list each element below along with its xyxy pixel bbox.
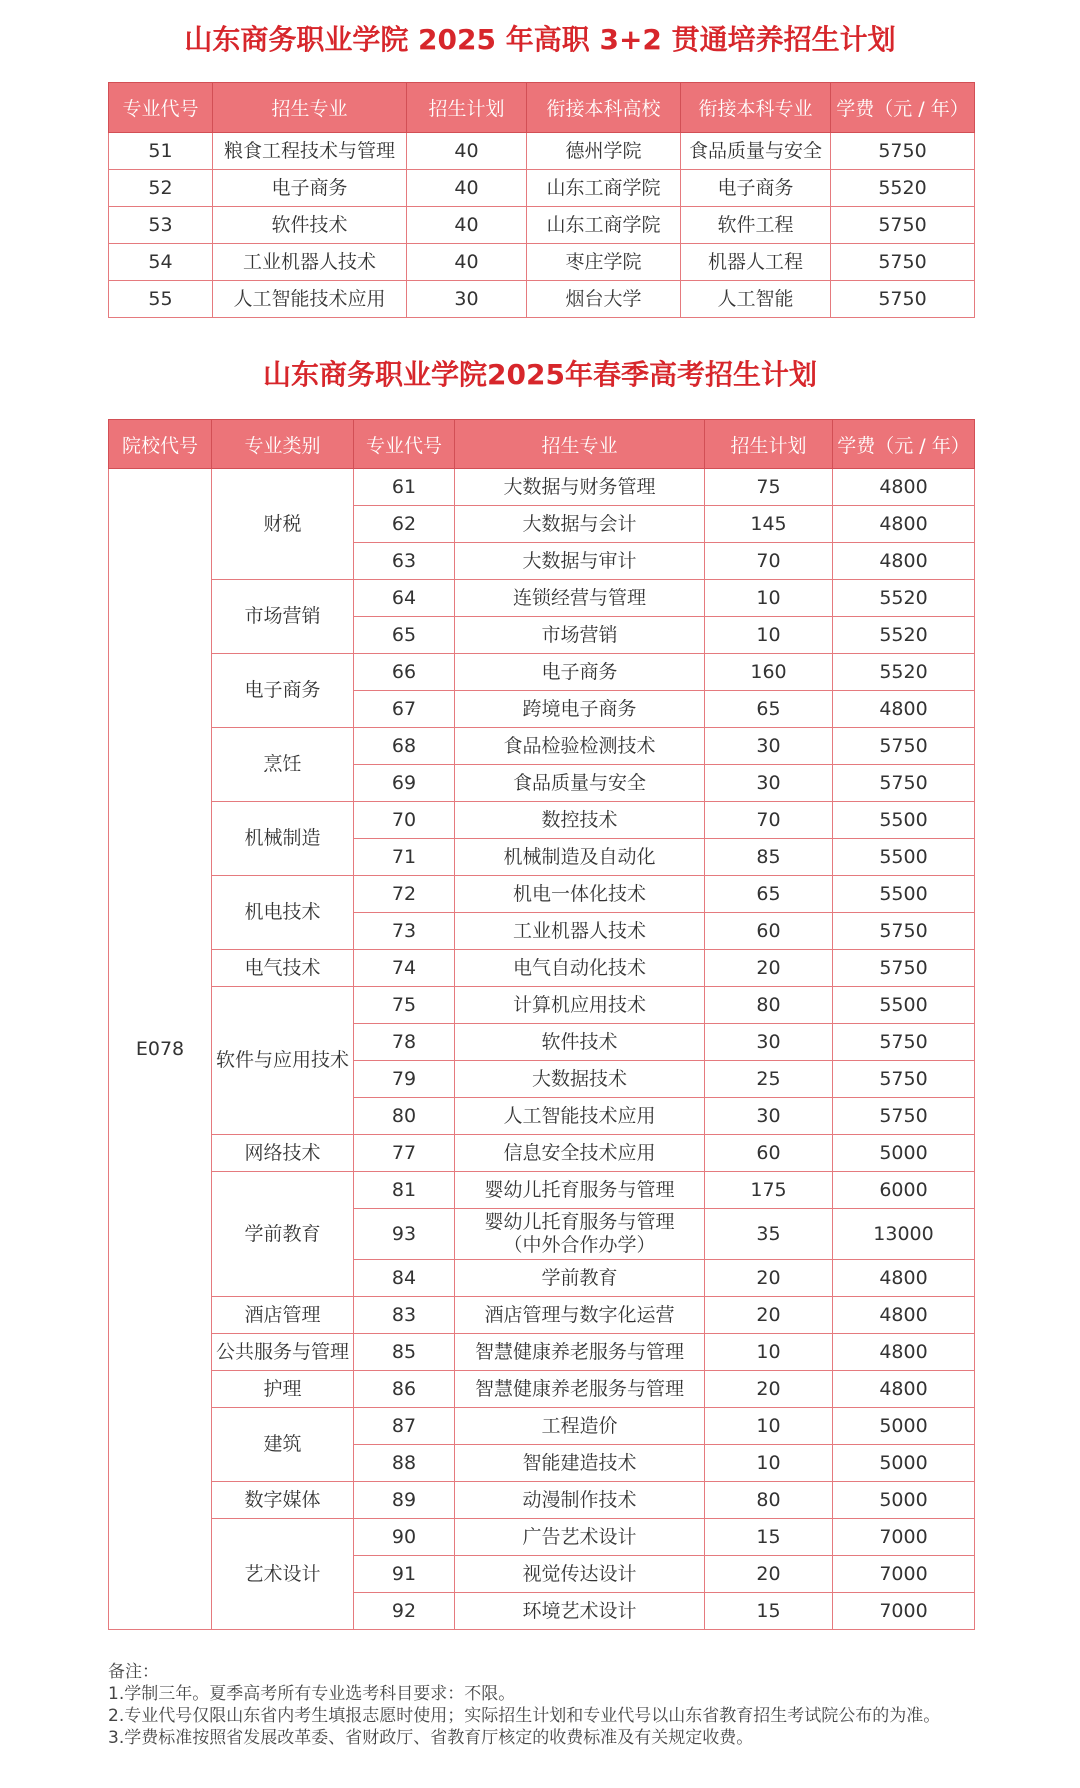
table2-cell: 70 — [705, 802, 833, 839]
table2-cell: 30 — [705, 728, 833, 765]
table1-cell: 粮食工程技术与管理 — [213, 133, 407, 170]
table2-cell: 30 — [705, 765, 833, 802]
table-row — [109, 133, 975, 170]
table-row — [109, 244, 975, 281]
table1-cell: 5750 — [831, 281, 975, 318]
table-row — [109, 1408, 975, 1445]
category-cell: 网络技术 — [212, 1135, 354, 1172]
table2-cell: 5500 — [833, 876, 975, 913]
table2-cell: 65 — [354, 617, 455, 654]
table2-cell: 30 — [705, 1098, 833, 1135]
table2-cell: 81 — [354, 1172, 455, 1209]
table-row — [109, 654, 975, 691]
table-row — [109, 580, 975, 617]
table1-cell: 软件技术 — [213, 207, 407, 244]
category-cell: 软件与应用技术 — [212, 987, 354, 1135]
category-cell: 财税 — [212, 469, 354, 580]
table2-cell: 70 — [705, 543, 833, 580]
table2-cell: 5500 — [833, 839, 975, 876]
table1-cell: 5750 — [831, 244, 975, 281]
table2-cell: 跨境电子商务 — [455, 691, 705, 728]
table2-cell: 20 — [705, 1371, 833, 1408]
table2-cell: 74 — [354, 950, 455, 987]
table1-cell: 5520 — [831, 170, 975, 207]
table1-cell: 40 — [407, 170, 527, 207]
table1-cell: 5750 — [831, 133, 975, 170]
table2-cell: 市场营销 — [455, 617, 705, 654]
table2-cell: 64 — [354, 580, 455, 617]
table2-cell: 65 — [705, 691, 833, 728]
table1-cell: 52 — [109, 170, 213, 207]
table1-cell: 40 — [407, 133, 527, 170]
table2-cell: 4800 — [833, 469, 975, 506]
table2-cell: 84 — [354, 1260, 455, 1297]
table2-cell: 数控技术 — [455, 802, 705, 839]
table2 — [108, 419, 975, 1630]
table2-cell: 5500 — [833, 802, 975, 839]
table-row — [109, 950, 975, 987]
table-row — [109, 1482, 975, 1519]
table2-cell: 动漫制作技术 — [455, 1482, 705, 1519]
table2-cell: 酒店管理与数字化运营 — [455, 1297, 705, 1334]
table2-cell: 70 — [354, 802, 455, 839]
table2-cell: 5750 — [833, 728, 975, 765]
table1-header-cell: 招生专业 — [213, 83, 407, 133]
table2-cell: 20 — [705, 1260, 833, 1297]
table2-cell: 72 — [354, 876, 455, 913]
table-row — [109, 1135, 975, 1172]
table2-cell: 机械制造及自动化 — [455, 839, 705, 876]
table2-header-cell: 学费（元 / 年） — [833, 420, 975, 469]
table2-cell: 10 — [705, 1445, 833, 1482]
table-row — [109, 170, 975, 207]
table2-cell: 大数据与财务管理 — [455, 469, 705, 506]
table2-cell: 4800 — [833, 543, 975, 580]
table1-cell: 人工智能技术应用 — [213, 281, 407, 318]
table2-cell: 广告艺术设计 — [455, 1519, 705, 1556]
table2-header-cell: 院校代号 — [109, 420, 212, 469]
table1-header-cell: 衔接本科高校 — [527, 83, 681, 133]
table1-cell: 5750 — [831, 207, 975, 244]
table2-cell: 91 — [354, 1556, 455, 1593]
table2-cell: 92 — [354, 1593, 455, 1630]
table2-cell: 87 — [354, 1408, 455, 1445]
table2-cell: 7000 — [833, 1556, 975, 1593]
table2-cell: 人工智能技术应用 — [455, 1098, 705, 1135]
table-row — [109, 1172, 975, 1209]
table2-cell: 73 — [354, 913, 455, 950]
table2-cell: 10 — [705, 580, 833, 617]
note-line-3: 3.学费标准按照省发展改革委、省财政厅、省教育厅核定的收费标准及有关规定收费。 — [108, 1728, 754, 1748]
table1-cell: 德州学院 — [527, 133, 681, 170]
table2-cell: 5750 — [833, 1098, 975, 1135]
category-cell: 烹饪 — [212, 728, 354, 802]
table2-cell: 60 — [705, 913, 833, 950]
table2-title: 山东商务职业学院2025年春季高考招生计划 — [263, 358, 817, 391]
table2-cell: 10 — [705, 1334, 833, 1371]
table2-cell: 计算机应用技术 — [455, 987, 705, 1024]
note-line-1: 1.学制三年。夏季高考所有专业选考科目要求：不限。 — [108, 1684, 516, 1704]
table-row — [109, 987, 975, 1024]
table1-cell: 软件工程 — [681, 207, 831, 244]
table1-cell: 电子商务 — [681, 170, 831, 207]
table2-cell: 5750 — [833, 1024, 975, 1061]
table2-cell: 5750 — [833, 1061, 975, 1098]
table1-cell: 山东工商学院 — [527, 207, 681, 244]
table-row — [109, 1371, 975, 1408]
table1-cell: 40 — [407, 207, 527, 244]
category-cell: 电气技术 — [212, 950, 354, 987]
table2-cell: 连锁经营与管理 — [455, 580, 705, 617]
table2-cell: 75 — [705, 469, 833, 506]
table-row — [109, 1297, 975, 1334]
table2-cell: 13000 — [833, 1209, 975, 1260]
table2-cell: 6000 — [833, 1172, 975, 1209]
table-row — [109, 1334, 975, 1371]
table2-cell: 145 — [705, 506, 833, 543]
table2-cell: 63 — [354, 543, 455, 580]
table1-title: 山东商务职业学院 2025 年高职 3+2 贯通培养招生计划 — [184, 23, 896, 56]
table2-cell: 4800 — [833, 691, 975, 728]
table2-cell: 20 — [705, 1297, 833, 1334]
table2-cell: 4800 — [833, 1260, 975, 1297]
category-cell: 学前教育 — [212, 1172, 354, 1297]
table2-cell: 工程造价 — [455, 1408, 705, 1445]
table2-header-cell: 招生专业 — [455, 420, 705, 469]
school-code-cell: E078 — [109, 469, 212, 1630]
table2-cell: 4800 — [833, 1297, 975, 1334]
category-cell: 电子商务 — [212, 654, 354, 728]
table2-cell: 电子商务 — [455, 654, 705, 691]
table1-cell: 51 — [109, 133, 213, 170]
table2-cell: 食品检验检测技术 — [455, 728, 705, 765]
category-cell: 艺术设计 — [212, 1519, 354, 1630]
notes — [108, 1661, 988, 1749]
table2-cell: 大数据技术 — [455, 1061, 705, 1098]
table1-header-cell: 衔接本科专业 — [681, 83, 831, 133]
table1-cell: 烟台大学 — [527, 281, 681, 318]
table-row — [109, 281, 975, 318]
table2-cell: 5000 — [833, 1135, 975, 1172]
table1-cell: 54 — [109, 244, 213, 281]
table2-cell: 160 — [705, 654, 833, 691]
table2-cell: 15 — [705, 1593, 833, 1630]
table2-cell: 77 — [354, 1135, 455, 1172]
table2-cell: 80 — [705, 987, 833, 1024]
table2-cell: 5750 — [833, 913, 975, 950]
category-cell: 酒店管理 — [212, 1297, 354, 1334]
table2-cell: 学前教育 — [455, 1260, 705, 1297]
table2-cell: 10 — [705, 1408, 833, 1445]
table2-header-cell: 招生计划 — [705, 420, 833, 469]
table2-cell: 89 — [354, 1482, 455, 1519]
table2-cell: 婴幼儿托育服务与管理 — [455, 1172, 705, 1209]
table2-cell: 智慧健康养老服务与管理 — [455, 1334, 705, 1371]
table2-cell: 5520 — [833, 580, 975, 617]
table2-cell: 62 — [354, 506, 455, 543]
table2-cell: 7000 — [833, 1519, 975, 1556]
table2-cell: 88 — [354, 1445, 455, 1482]
table2-cell: 79 — [354, 1061, 455, 1098]
table2-cell: 智能建造技术 — [455, 1445, 705, 1482]
table2-cell: 4800 — [833, 1371, 975, 1408]
table1-cell: 山东工商学院 — [527, 170, 681, 207]
category-cell: 护理 — [212, 1371, 354, 1408]
table2-cell: 93 — [354, 1209, 455, 1260]
table2-cell: 5000 — [833, 1408, 975, 1445]
category-cell: 市场营销 — [212, 580, 354, 654]
table2-cell: 35 — [705, 1209, 833, 1260]
table2-cell: 61 — [354, 469, 455, 506]
table2-cell: 大数据与会计 — [455, 506, 705, 543]
table2-cell: 20 — [705, 1556, 833, 1593]
table1-cell: 枣庄学院 — [527, 244, 681, 281]
table2-cell: 85 — [354, 1334, 455, 1371]
table2-cell: 66 — [354, 654, 455, 691]
table1-cell: 食品质量与安全 — [681, 133, 831, 170]
table2-cell: 80 — [354, 1098, 455, 1135]
table2-cell: 75 — [354, 987, 455, 1024]
table2-cell: 食品质量与安全 — [455, 765, 705, 802]
table1-cell: 机器人工程 — [681, 244, 831, 281]
table2-cell: 环境艺术设计 — [455, 1593, 705, 1630]
table-row — [109, 207, 975, 244]
table1-cell: 53 — [109, 207, 213, 244]
table1-header-row — [109, 83, 975, 133]
table1-cell: 55 — [109, 281, 213, 318]
table2-cell: 5000 — [833, 1482, 975, 1519]
table1-cell: 人工智能 — [681, 281, 831, 318]
table2-cell: 电气自动化技术 — [455, 950, 705, 987]
category-cell: 机械制造 — [212, 802, 354, 876]
table-row — [109, 728, 975, 765]
category-cell: 公共服务与管理 — [212, 1334, 354, 1371]
table2-cell: 78 — [354, 1024, 455, 1061]
table2-cell: 65 — [705, 876, 833, 913]
notes-heading: 备注： — [108, 1662, 159, 1682]
table2-cell: 67 — [354, 691, 455, 728]
table2-cell: 5500 — [833, 987, 975, 1024]
table2-cell: 25 — [705, 1061, 833, 1098]
table2-cell: 20 — [705, 950, 833, 987]
table2-cell: 15 — [705, 1519, 833, 1556]
table2-cell: 婴幼儿托育服务与管理 （中外合作办学） — [455, 1209, 705, 1260]
table2-cell: 83 — [354, 1297, 455, 1334]
table2-cell: 4800 — [833, 1334, 975, 1371]
note-line-2: 2.专业代号仅限山东省内考生填报志愿时使用；实际招生计划和专业代号以山东省教育招生考试院公布的为准。 — [108, 1706, 941, 1726]
table1-header-cell: 招生计划 — [407, 83, 527, 133]
table2-cell: 5750 — [833, 950, 975, 987]
table1 — [108, 82, 975, 318]
table2-cell: 5520 — [833, 617, 975, 654]
category-cell: 数字媒体 — [212, 1482, 354, 1519]
table1-header-cell: 学费（元 / 年） — [831, 83, 975, 133]
table2-cell: 85 — [705, 839, 833, 876]
table2-cell: 60 — [705, 1135, 833, 1172]
table2-cell: 175 — [705, 1172, 833, 1209]
table1-cell: 电子商务 — [213, 170, 407, 207]
table2-cell: 80 — [705, 1482, 833, 1519]
table2-cell: 信息安全技术应用 — [455, 1135, 705, 1172]
table2-cell: 大数据与审计 — [455, 543, 705, 580]
table2-cell: 5520 — [833, 654, 975, 691]
table2-cell: 90 — [354, 1519, 455, 1556]
table1-cell: 40 — [407, 244, 527, 281]
table2-cell: 10 — [705, 617, 833, 654]
table2-cell: 软件技术 — [455, 1024, 705, 1061]
table-row — [109, 802, 975, 839]
table2-cell: 69 — [354, 765, 455, 802]
table1-cell: 工业机器人技术 — [213, 244, 407, 281]
table-row — [109, 469, 975, 506]
table2-cell: 5750 — [833, 765, 975, 802]
table2-cell: 5000 — [833, 1445, 975, 1482]
table2-header-cell: 专业类别 — [212, 420, 354, 469]
table1-header-cell: 专业代号 — [109, 83, 213, 133]
table2-cell: 4800 — [833, 506, 975, 543]
table2-cell: 68 — [354, 728, 455, 765]
category-cell: 机电技术 — [212, 876, 354, 950]
table2-header-cell: 专业代号 — [354, 420, 455, 469]
table2-cell: 30 — [705, 1024, 833, 1061]
table2-cell: 视觉传达设计 — [455, 1556, 705, 1593]
table2-cell: 71 — [354, 839, 455, 876]
table-row — [109, 1519, 975, 1556]
table-row — [109, 876, 975, 913]
table2-cell: 智慧健康养老服务与管理 — [455, 1371, 705, 1408]
table2-cell: 7000 — [833, 1593, 975, 1630]
table2-cell: 工业机器人技术 — [455, 913, 705, 950]
table2-cell: 86 — [354, 1371, 455, 1408]
table2-header-row — [109, 420, 975, 469]
table1-cell: 30 — [407, 281, 527, 318]
category-cell: 建筑 — [212, 1408, 354, 1482]
table2-cell: 机电一体化技术 — [455, 876, 705, 913]
